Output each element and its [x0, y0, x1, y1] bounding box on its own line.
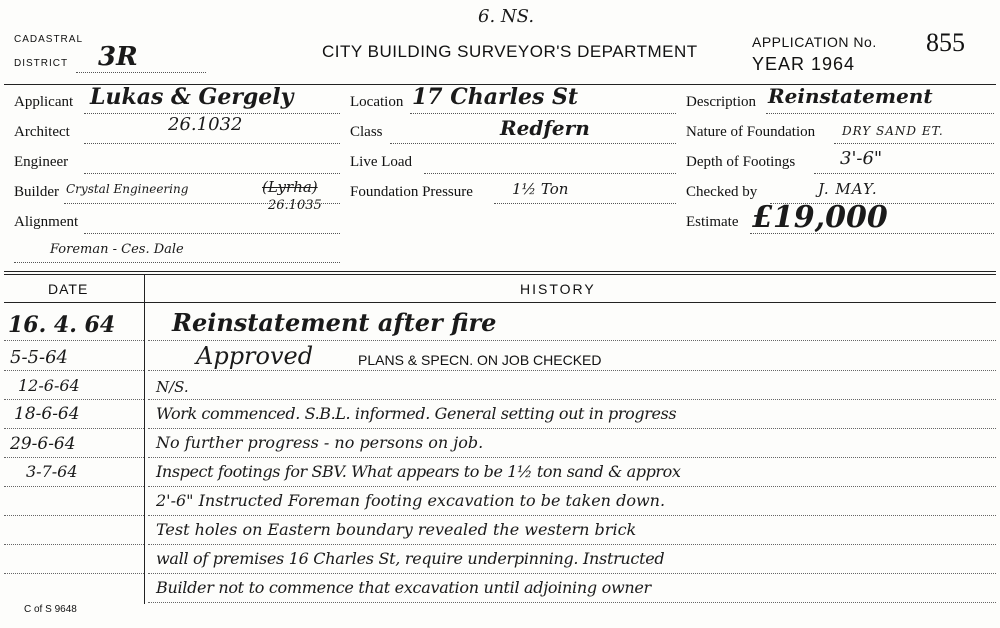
date-rule — [4, 428, 144, 429]
history-rule — [148, 399, 996, 400]
date-rule — [4, 340, 144, 341]
history-entry: 2'-6" Instructed Foreman footing excavation to be taken down. — [156, 491, 666, 510]
date-column-divider — [144, 274, 145, 604]
date-rule — [4, 515, 144, 516]
builder-line — [64, 203, 340, 204]
history-rule — [148, 544, 996, 545]
estimate-value: £19,000 — [752, 200, 888, 235]
cadastral-label: CADASTRAL — [14, 34, 84, 45]
history-rule — [148, 457, 996, 458]
class-line — [390, 143, 676, 144]
depth-line — [814, 173, 994, 174]
district-value: 3R — [98, 42, 138, 72]
alignment-line-2 — [14, 262, 340, 263]
history-entry: Inspect footings for SBV. What appears to be 1½ ton sand & approx — [156, 462, 681, 481]
depth-of-footings-label: Depth of Footings — [686, 154, 796, 170]
date-entry: 5-5-64 — [10, 347, 68, 368]
history-entry: N/S. — [156, 378, 189, 396]
checked-by-label: Checked by — [686, 184, 758, 200]
applicant-label: Applicant — [14, 94, 74, 110]
history-rule — [148, 573, 996, 574]
table-top-rule-2 — [4, 274, 996, 275]
history-entry: No further progress - no persons on job. — [156, 433, 484, 452]
date-entry: 12-6-64 — [18, 376, 80, 395]
history-column-header: HISTORY — [520, 281, 596, 297]
date-entry: 29-6-64 — [10, 434, 76, 454]
date-rule — [4, 370, 144, 371]
year-label: YEAR 1964 — [752, 54, 856, 74]
alignment-value: Foreman - Ces. Dale — [50, 242, 184, 257]
history-rule — [148, 428, 996, 429]
date-rule — [4, 486, 144, 487]
history-entry: wall of premises 16 Charles St, require underpinning. Instructed — [156, 549, 665, 568]
architect-line — [84, 143, 340, 144]
history-rule — [148, 340, 996, 341]
history-rule — [148, 602, 996, 603]
location-value: 17 Charles St — [412, 84, 579, 110]
engineer-line — [84, 173, 340, 174]
foundation-pressure-value: 1½ Ton — [512, 180, 569, 198]
date-rule — [4, 573, 144, 574]
live-load-line — [424, 173, 676, 174]
date-entry: 3-7-64 — [26, 462, 78, 481]
location-label: Location — [350, 94, 404, 110]
history-entry: Reinstatement after fire — [172, 308, 497, 337]
location-line — [410, 113, 676, 114]
class-value: Redfern — [500, 116, 590, 140]
history-rule — [148, 515, 996, 516]
table-header-rule — [4, 302, 996, 303]
date-rule — [4, 544, 144, 545]
top-note: 6. NS. — [478, 6, 535, 27]
history-entry: Builder not to commence that excavation until adjoining owner — [156, 578, 651, 597]
checked-by-value: J. MAY. — [818, 180, 878, 198]
live-load-label: Live Load — [350, 154, 413, 170]
engineer-label: Engineer — [14, 154, 69, 170]
date-column-header: DATE — [48, 281, 89, 297]
alignment-label: Alignment — [14, 214, 79, 230]
form-code: C of S 9648 — [24, 604, 77, 615]
foundation-pressure-line — [494, 203, 676, 204]
district-label: DISTRICT — [14, 58, 69, 69]
description-line — [766, 113, 994, 114]
class-label: Class — [350, 124, 383, 140]
estimate-line — [750, 233, 994, 234]
depth-of-footings-value: 3'-6" — [840, 148, 883, 169]
history-rule — [148, 370, 996, 371]
description-value: Reinstatement — [768, 84, 933, 108]
date-entry: 16. 4. 64 — [8, 312, 116, 338]
history-entry: Work commenced. S.B.L. informed. General setting out in progress — [156, 404, 677, 423]
history-entry: Test holes on Eastern boundary revealed the western brick — [156, 520, 637, 539]
application-label: APPLICATION No. — [752, 34, 877, 50]
history-entry: Approved — [196, 342, 314, 370]
estimate-label: Estimate — [686, 214, 739, 230]
architect-label: Architect — [14, 124, 70, 140]
nature-of-foundation-label: Nature of Foundation — [686, 124, 816, 140]
plans-checked-stamp: PLANS & SPECN. ON JOB CHECKED — [358, 352, 602, 368]
description-label: Description — [686, 94, 756, 110]
alignment-line — [84, 233, 340, 234]
date-rule — [4, 457, 144, 458]
district-line — [76, 72, 206, 73]
application-number: 855 — [926, 28, 965, 57]
date-rule — [4, 399, 144, 400]
architect-value: 26.1032 — [168, 114, 243, 135]
foundation-pressure-label: Foundation Pressure — [350, 184, 473, 200]
history-rule — [148, 486, 996, 487]
department-title: CITY BUILDING SURVEYOR'S DEPARTMENT — [322, 42, 698, 61]
builder-struck: (Lyrha) — [262, 178, 318, 196]
builder-value: Crystal Engineering — [66, 182, 189, 196]
applicant-value: Lukas & Gergely — [90, 84, 294, 110]
date-entry: 18-6-64 — [14, 404, 80, 424]
nature-of-foundation-value: DRY SAND ET. — [842, 124, 944, 138]
builder-ref: 26.1035 — [268, 198, 322, 213]
builder-label: Builder — [14, 184, 59, 200]
table-top-rule — [4, 271, 996, 272]
nature-line — [834, 143, 994, 144]
